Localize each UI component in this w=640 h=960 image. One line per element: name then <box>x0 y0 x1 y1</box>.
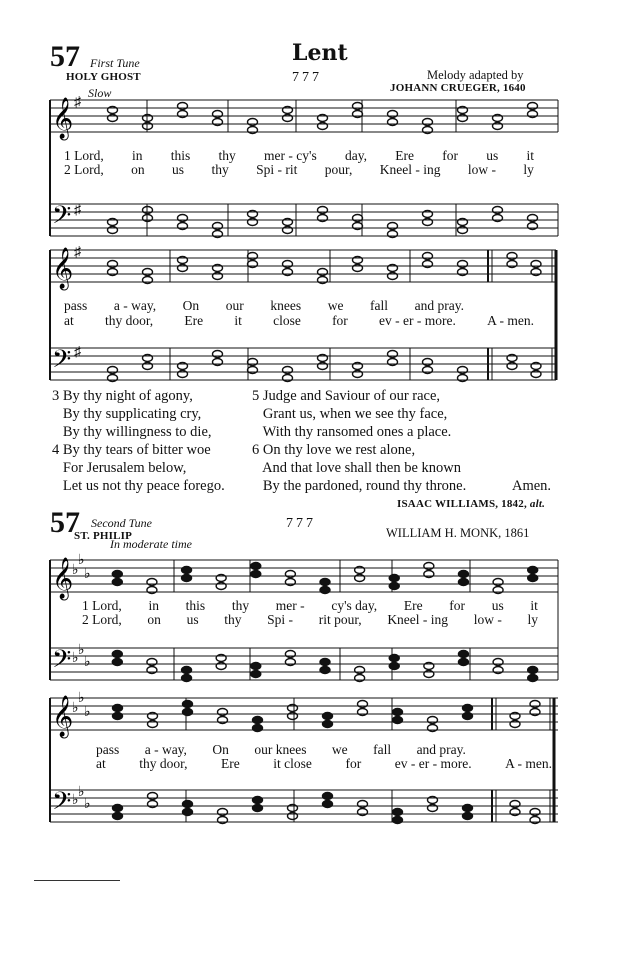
verse-4: 4 By thy tears of bitter woe For Jerusalem below, Let us not thy peace forego. <box>52 442 225 494</box>
staff-bass-2a <box>50 648 558 680</box>
tune-name: ST. PHILIP <box>74 530 133 542</box>
note-head <box>528 667 538 674</box>
note-head <box>113 813 123 820</box>
sharp-icon: ♯ <box>74 345 81 360</box>
note-head <box>182 675 192 682</box>
lyric-word: we <box>327 298 344 313</box>
section-title: Lent <box>292 40 348 66</box>
lyric-word: our <box>225 298 244 313</box>
sharp-icon: ♯ <box>74 245 81 260</box>
note-head <box>183 709 193 716</box>
lyric-word: this <box>170 148 191 163</box>
note-head <box>323 801 333 808</box>
lyric-word: for <box>442 148 458 163</box>
lyric-word: Ere <box>221 756 240 771</box>
meter: 777 <box>286 516 316 531</box>
lyric-word: ev - er - more. <box>394 756 472 771</box>
composer-credit-line2: JOHANN CRUEGER, 1640 <box>390 82 526 94</box>
lyric-word: Kneel - ing <box>387 612 449 627</box>
note-head <box>251 663 261 670</box>
lyric-word: A - men. <box>505 756 552 771</box>
lyric-word: thy door, <box>104 313 154 328</box>
svg-text:♭: ♭ <box>72 793 79 808</box>
note-head <box>323 793 333 800</box>
staff-bass-1b <box>50 348 556 380</box>
note-head <box>251 563 261 570</box>
lyric-word: thy <box>231 598 250 613</box>
lyric-word: low - <box>473 612 502 627</box>
lyric-word: it <box>234 313 242 328</box>
lyric-word: On <box>182 298 200 313</box>
note-head <box>112 579 122 586</box>
note-head <box>251 571 261 578</box>
note-head <box>393 709 403 716</box>
note-head <box>112 571 122 578</box>
svg-text:♭: ♭ <box>84 705 91 720</box>
note-head <box>323 721 333 728</box>
note-head <box>458 571 468 578</box>
svg-text:♭: ♭ <box>78 785 85 800</box>
lyric-word: us <box>172 162 185 177</box>
svg-text:♭: ♭ <box>72 563 79 578</box>
tune-name: HOLY GHOST <box>66 71 141 83</box>
note-head <box>320 659 330 666</box>
note-head <box>183 809 193 816</box>
note-head <box>463 705 473 712</box>
lyric-word: Ere <box>184 313 204 328</box>
note-head <box>389 655 399 662</box>
lyric-word: pour, <box>324 162 353 177</box>
lyric-word: Ere <box>403 598 423 613</box>
lyric-word: we <box>331 742 348 757</box>
lyric-word: ly <box>523 162 534 177</box>
lyric-word: our knees <box>254 742 307 757</box>
meter: 777 <box>292 70 322 85</box>
lyric-word: low - <box>467 162 496 177</box>
lyric-word: Spi - <box>267 612 294 627</box>
note-head <box>323 713 333 720</box>
lyric-word: it <box>530 598 538 613</box>
lyric-word: mer - cy's <box>264 148 317 163</box>
lyric-word: us <box>186 612 199 627</box>
note-head <box>182 667 192 674</box>
lyrics-verse2 <box>96 756 552 772</box>
lyric-word: close <box>273 313 301 328</box>
svg-text:♭: ♭ <box>84 797 91 812</box>
lyric-word: Kneel - ing <box>379 162 441 177</box>
staff-bass-2b <box>50 790 558 822</box>
hymn-number: 57 <box>50 40 80 73</box>
note-head <box>389 663 399 670</box>
note-head <box>183 801 193 808</box>
note-head <box>393 817 403 824</box>
treble-clef-icon: 𝄞 <box>52 248 74 289</box>
note-head <box>528 575 538 582</box>
note-head <box>251 671 261 678</box>
lyrics-verse2 <box>64 162 534 178</box>
note-head <box>113 805 123 812</box>
tune-label: First Tune <box>90 56 140 70</box>
lyric-word: us <box>486 148 499 163</box>
lyric-word: knees <box>270 298 302 313</box>
tempo-marking: In moderate time <box>110 537 192 551</box>
note-head <box>458 579 468 586</box>
note-head <box>463 813 473 820</box>
lyric-word: a - way, <box>144 742 187 757</box>
lyric-word: 2 Lord, <box>64 162 104 177</box>
lyrics-verse2 <box>82 612 538 628</box>
sharp-icon: ♯ <box>74 203 81 218</box>
note-head <box>253 797 263 804</box>
lyric-word: us <box>491 598 504 613</box>
amen: Amen. <box>512 478 552 494</box>
tune-label: Second Tune <box>91 516 152 530</box>
svg-text:♭: ♭ <box>78 553 85 568</box>
bass-clef-icon: 𝄢 <box>52 345 72 380</box>
svg-text:♭: ♭ <box>72 651 79 666</box>
note-head <box>113 705 123 712</box>
lyric-word: Ere <box>395 148 414 163</box>
note-head <box>389 575 399 582</box>
lyric-word: this <box>185 598 206 613</box>
lyric-word: on <box>147 612 161 627</box>
bass-clef-icon: 𝄢 <box>52 787 72 822</box>
hymn-number: 57 <box>50 506 80 539</box>
lyric-word: it <box>526 148 534 163</box>
author-credit: ISAAC WILLIAMS, 1842, alt. <box>397 498 546 510</box>
note-head <box>320 587 330 594</box>
note-head <box>253 717 263 724</box>
lyrics-verse1 <box>64 298 464 314</box>
note-head <box>182 575 192 582</box>
note-head <box>320 579 330 586</box>
lyric-word: at <box>64 313 74 328</box>
lyric-word: 1 Lord, <box>64 148 104 163</box>
lyric-word: a - way, <box>113 298 157 313</box>
footer-rule <box>34 880 120 881</box>
verse-3: 3 By thy night of agony, By thy supplicating cry, By thy willingness to die, <box>52 388 212 440</box>
bass-clef-icon: 𝄢 <box>52 201 72 236</box>
note-head <box>113 713 123 720</box>
note-head <box>528 675 538 682</box>
lyric-word: and pray. <box>416 742 466 757</box>
note-head <box>112 659 122 666</box>
lyric-word: rit pour, <box>318 612 362 627</box>
lyric-word: thy <box>224 612 242 627</box>
note-head <box>253 805 263 812</box>
lyric-word: 1 Lord, <box>82 598 122 613</box>
svg-text:♭: ♭ <box>72 701 79 716</box>
note-head <box>393 717 403 724</box>
note-head <box>463 713 473 720</box>
note-head <box>183 701 193 708</box>
note-head <box>463 805 473 812</box>
lyric-word: for <box>449 598 465 613</box>
lyric-word: On <box>212 742 229 757</box>
lyric-word: day, <box>344 148 367 163</box>
note-head <box>458 659 468 666</box>
lyric-word: thy door, <box>139 756 188 771</box>
composer-credit-line1: Melody adapted by <box>427 68 524 82</box>
lyric-word: for <box>332 313 348 328</box>
note-head <box>458 651 468 658</box>
lyric-word: pass <box>64 298 88 313</box>
bass-clef-icon: 𝄢 <box>52 645 72 680</box>
svg-text:♭: ♭ <box>78 691 85 706</box>
verse-5: 5 Judge and Saviour of our race, Grant us, when we see thy face, With thy ransomed ones a place. <box>252 388 452 440</box>
treble-clef-icon: 𝄞 <box>52 558 74 599</box>
svg-text:♭: ♭ <box>78 643 85 658</box>
lyric-word: ev - er - more. <box>379 313 456 328</box>
lyric-word: cy's day, <box>331 598 378 613</box>
lyric-word: it close <box>273 756 312 771</box>
treble-clef-icon: 𝄞 <box>52 696 74 737</box>
lyric-word: at <box>96 756 106 771</box>
lyrics-verse2 <box>64 313 534 329</box>
lyric-word: thy <box>211 162 229 177</box>
svg-text:♭: ♭ <box>84 567 91 582</box>
svg-text:♭: ♭ <box>84 655 91 670</box>
verse-6: 6 On thy love we rest alone, And that love shall then be known By the pardoned, round thy throne. <box>252 442 467 494</box>
note-head <box>389 583 399 590</box>
note-head <box>320 667 330 674</box>
staff-bass-1a <box>50 204 558 236</box>
note-head <box>528 567 538 574</box>
lyric-word: for <box>345 756 362 771</box>
lyric-word: fall <box>373 742 392 757</box>
lyric-word: fall <box>370 298 389 313</box>
lyric-word: and pray. <box>414 298 464 313</box>
note-head <box>112 651 122 658</box>
note-head <box>182 567 192 574</box>
composer-credit: WILLIAM H. MONK, 1861 <box>386 526 530 540</box>
lyric-word: ly <box>527 612 538 627</box>
lyric-word: in <box>132 148 143 163</box>
tempo-marking: Slow <box>88 86 112 100</box>
lyric-word: A - men. <box>487 313 534 328</box>
lyric-word: on <box>131 162 145 177</box>
note-head <box>253 725 263 732</box>
treble-clef-icon: 𝄞 <box>52 98 74 139</box>
lyric-word: mer - <box>275 598 305 613</box>
lyric-word: 2 Lord, <box>82 612 122 627</box>
lyric-word: pass <box>96 742 120 757</box>
lyric-word: in <box>148 598 159 613</box>
sharp-icon: ♯ <box>74 95 81 110</box>
lyric-word: Spi - rit <box>256 162 298 177</box>
lyric-word: thy <box>218 148 236 163</box>
note-head <box>393 809 403 816</box>
